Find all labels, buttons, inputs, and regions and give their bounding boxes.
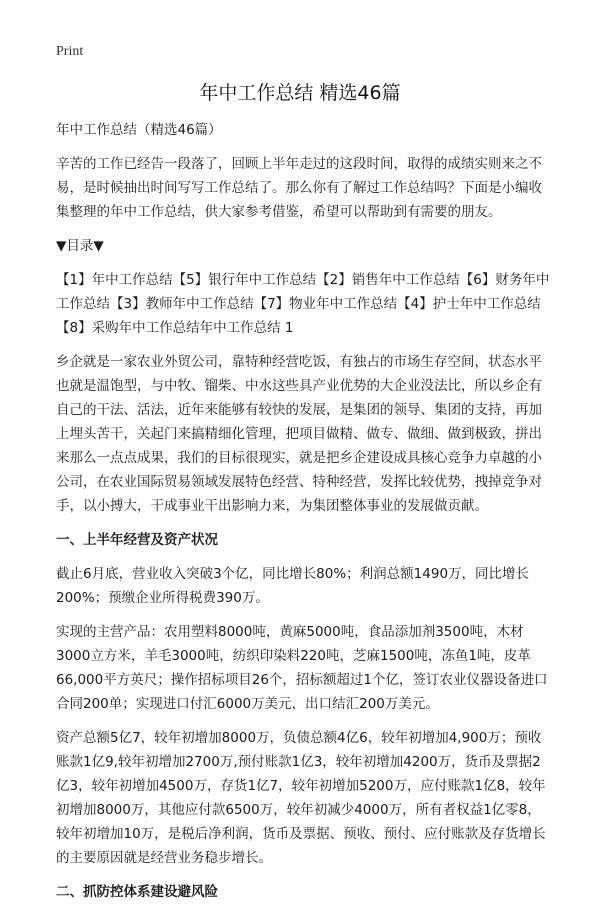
body-paragraph: 截止6月底，营业收入突破3个亿，同比增长80%；利润总额1490万，同比增长200%；预缴企业所得税费390万。 [56,566,530,606]
body-paragraph: 乡企就是一家农业外贸公司，靠特种经营吃饭，有独占的市场生存空间，状态水平也就是温饱型，与中牧、镏柴、中水这些具产业优势的大企业没法比，所以乡企有自己的干法、活法，近年来能够有较快的发展，是集团的领导、集团的支持，再加上埋头苦干，关起门来搞精细化管理，把项目做精、做专、做细、做到极致，拼出来那么一点点成果，我们的目标很现实，就是把乡企建设成具核心竞争力卓越的小公司，在农业国际贸易领域发展特色经营、特种经营，发挥比较优势，拽掉竞争对手，以小搏大，干成事业干出影响力来，为集团整体事业的发展做贡献。 [56,354,542,514]
intro-paragraph: 辛苦的工作已经告一段落了，回顾上半年走过的这段时间，取得的成绩实则来之不易，是时候抽出时间写写工作总结了。那么你有了解过工作总结吗？下面是小编收集整理的年中工作总结，供大家参考借鉴，希望可以帮助到有需要的朋友。 [56,156,542,220]
body-paragraph: 实现的主营产品：农用塑料8000吨，黄麻5000吨，食品添加剂3500吨，木材3000立方米，羊毛3000吨，纺织印染料220吨，芝麻1500吨，冻鱼1吨，皮革66,000平方英尺；操作招标项目26个，招标额超过1个亿，签订农业仪器设备进口合同200单；实现进口付汇6000万美元，出口结汇200万美元。 [56,624,548,712]
section-heading: 一、上半年经营及资产状况 [56,532,218,548]
document-subtitle: 年中工作总结（精选46篇） [56,122,222,138]
body-paragraph: 资产总额5亿7，较年初增加8000万，负债总额4亿6，较年初增加4,900万；预收账款1亿9,较年初增加2700万,预付账款1亿3，较年初增加4200万，货币及票据2亿3，较年初增加4500万，存货1亿7，较年初增加5200万，应付账款1亿8，较年初增加8000万，其他应付款6500万，较年初减少4000万，所有者权益1亿零8，较年初增加10万，是税后净利润，货币及票据、预收、预付、应付账款及存货增长的主要原因就是经营业务稳步增长。 [56,730,546,866]
page-title: 年中工作总结 精选46篇 [199,82,401,104]
toc-heading: ▼目录▼ [56,238,104,254]
print-label[interactable]: Print [56,44,84,59]
toc-links[interactable]: 【1】年中工作总结【5】银行年中工作总结【2】销售年中工作总结【6】财务年中工作总结【3】教师年中工作总结【7】物业年中工作总结【4】护士年中工作总结【8】采购年中工作总结年中工作总结 1 [56,272,550,336]
document-body [56,118,550,914]
section-heading: 二、抓防控体系建设避风险 [56,884,218,900]
